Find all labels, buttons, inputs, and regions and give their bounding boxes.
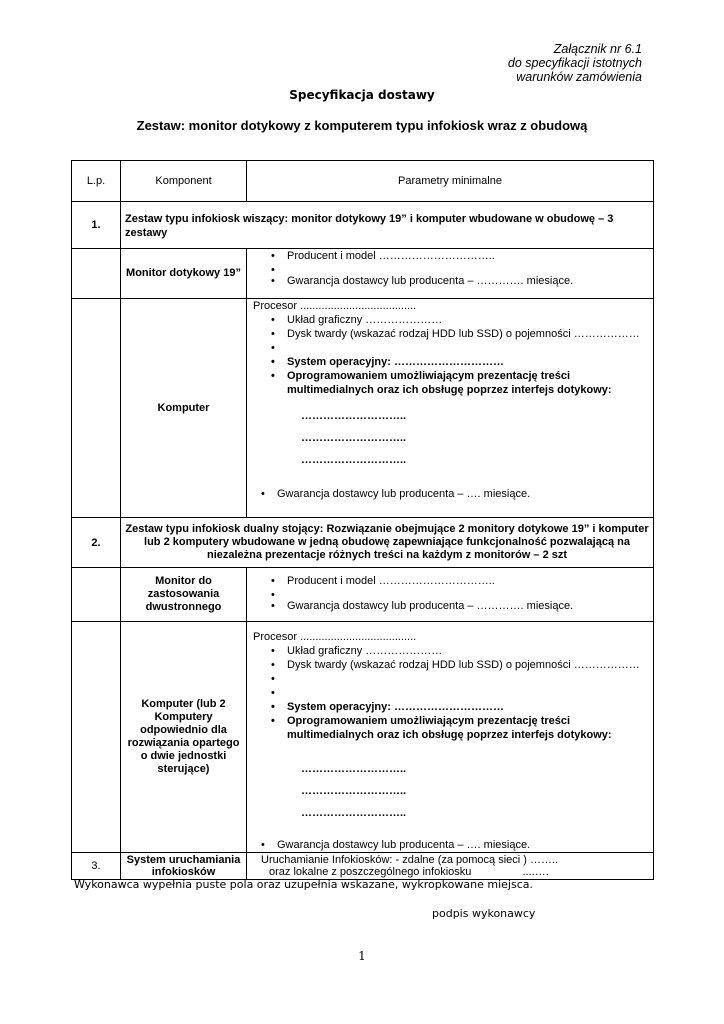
computer-2-empty-field-2 [287,686,653,700]
computer-2-os-field: • System operacyjny: ………………………… [287,700,653,714]
section-1-title: Zestaw typu infokiosk wiszący: monitor dotykowy 19” i komputer wbudowane w obudowę – 3 zestawy [121,202,654,249]
header-params: Parametry minimalne [247,161,654,202]
computer-software-field: • Oprogramowaniem umożliwiającym prezentację treści multimedialnych oraz ich obsługę poprzez interfejs dotykowy: [287,369,653,397]
section-3-row [72,853,654,880]
section-2-monitor-name: Monitor do zastosowania dwustronnego [121,568,247,622]
section-3-line-2-dots: ....…. [522,866,549,878]
section-2-monitor-row [72,568,654,622]
section-3-name: System uruchamiania infokiosków [121,853,247,880]
software-2-dots-1: ……………………….. [301,763,407,775]
monitor-2-warranty-field: • Gwarancja dostawcy lub producenta – …………. miesiące. [287,599,653,613]
section-3-lp: 3. [72,853,121,880]
computer-graphics-field: • Układ graficzny ………………… [287,313,653,327]
attachment-header [508,42,642,84]
section-2-computer-name: Komputer (lub 2 Komputery odpowiednio dla rozwiązania opartego o dwie jednostki sterujące) [121,622,247,853]
software-dots-1: ……………………….. [301,410,407,422]
section-2-lp: 2. [72,518,121,568]
section-1-computer-row [72,299,654,518]
computer-2-empty-field-1 [287,672,653,686]
document-subtitle: Zestaw: monitor dotykowy z komputerem typu infokiosk wraz z obudową [136,118,588,133]
document-title: Specyfikacja dostawy [289,88,435,102]
software-2-dots-2: ……………………….. [301,785,407,797]
header-component: Komponent [121,161,247,202]
computer-2-disk-field: • Dysk twardy (wskazać rodzaj HDD lub SSD) o pojemności ……………… [287,658,653,672]
section-3-line-1: Uruchamianie Infokiosków: - zdalne (za pomocą sieci ) …….. [261,854,559,866]
section-1-row [72,202,654,249]
footer-note: Wykonawca wypełnia puste pola oraz uzupełnia wskazane, wykropkowane miejsca. [74,878,533,891]
section-2-title: Zestaw typu infokiosk dualny stojący: Rozwiązanie obejmujące 2 monitory dotykowe 19” i komputer lub 2 komputery wbudowane w jedną obudowę zapewniające funkcjonalność pozwalającą na niezależna prezentacje różnych treści na każdym z monitorów – 2 szt [121,518,654,568]
computer-os-field: • System operacyjny: ………………………… [287,355,653,369]
computer-processor-field: Procesor ...................................... [253,300,417,312]
monitor-producer-field: • Producent i model ………………………….. [287,249,653,263]
header-line-1: Załącznik nr 6.1 [553,42,642,56]
software-2-dots-3: ……………………….. [301,807,407,819]
page-number: 1 [358,949,366,963]
monitor-warranty-field: • Gwarancja dostawcy lub producenta – …………. miesiące. [287,274,653,288]
section-3-line-2: oraz lokalne z poszczególnego infokiosku [269,866,472,878]
header-line-3: warunków zamówienia [516,70,642,84]
computer-empty-field [287,341,653,355]
signature-label: podpis wykonawcy [432,907,536,920]
monitor-2-producer-field: • Producent i model ………………………….. [287,574,653,588]
specification-table [71,160,654,880]
software-dots-3: ……………………….. [301,454,407,466]
computer-2-software-field: • Oprogramowaniem umożliwiającym prezentację treści multimedialnych oraz ich obsługę poprzez interfejs dotykowy: [287,714,653,742]
computer-warranty-field: • Gwarancja dostawcy lub producenta – …. miesiące. [277,487,653,501]
section-2-row [72,518,654,568]
section-2-computer-row [72,622,654,853]
table-header-row [72,161,654,202]
header-lp: L.p. [72,161,121,202]
computer-2-graphics-field: • Układ graficzny ………………… [287,644,653,658]
section-2-computer-params [247,644,653,742]
section-1-lp: 1. [72,202,121,249]
computer-2-warranty-field: • Gwarancja dostawcy lub producenta – …. miesiące. [277,838,653,852]
section-1-monitor-row [72,249,654,299]
software-dots-2: ……………………….. [301,432,407,444]
header-line-2: do specyfikacji istotnych [507,56,642,70]
section-1-computer-name: Komputer [121,299,247,518]
section-1-monitor-params [247,249,653,288]
section-1-computer-params [247,313,653,397]
computer-2-processor-field: Procesor ...................................... [253,631,417,643]
section-1-monitor-name: Monitor dotykowy 19” [121,249,247,299]
section-2-monitor-params [247,574,653,613]
computer-disk-field: • Dysk twardy (wskazać rodzaj HDD lub SSD) o pojemności ……………… [287,327,653,341]
